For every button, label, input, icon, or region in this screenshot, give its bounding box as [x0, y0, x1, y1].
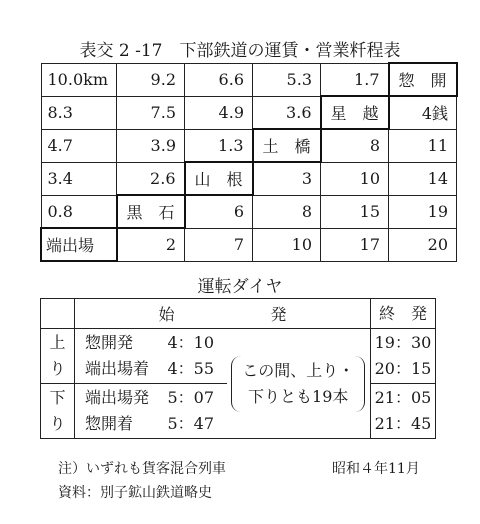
station-cell: 星 越 — [321, 96, 389, 129]
table-row — [41, 129, 457, 162]
frequency-note-cell — [227, 329, 371, 439]
station-cell: 惣 開 — [389, 63, 457, 96]
time-list — [167, 329, 227, 384]
fare-cell: 14 — [389, 162, 457, 195]
fare-cell: 19 — [389, 195, 457, 228]
fare-cell: 20 — [389, 228, 457, 261]
fare-cell: 4.9 — [185, 96, 253, 129]
table-row — [41, 329, 436, 384]
end-time-list — [371, 329, 436, 384]
fare-cell: 17 — [321, 228, 389, 261]
fare-cell: 7 — [185, 228, 253, 261]
direction-up — [41, 329, 75, 384]
table-row — [41, 299, 436, 329]
direction-down — [41, 384, 75, 439]
table-row — [41, 63, 457, 96]
header-end: 終 発 — [371, 299, 436, 329]
source-note: 資料：別子鉱山鉄道略史 — [58, 485, 212, 501]
footnote: 注）いずれも貨客混合列車 — [58, 461, 226, 477]
fare-cell: 11 — [389, 129, 457, 162]
table-row — [41, 162, 457, 195]
table-row — [41, 228, 457, 261]
fare-cell: 6 — [185, 195, 253, 228]
fare-cell: 9.2 — [117, 63, 185, 96]
table-row — [41, 96, 457, 129]
time-value: 19：30 — [374, 333, 432, 352]
time-value: 5：47 — [167, 414, 215, 433]
date-note: 昭和４年11月 — [332, 461, 420, 477]
note-line: 下りとも19本 — [248, 386, 349, 406]
header-start: 始 発 — [75, 299, 371, 329]
direction-label: 下り — [49, 388, 66, 433]
fare-cell: 3.4 — [41, 162, 117, 195]
fare-cell: 3 — [253, 162, 321, 195]
frequency-note — [231, 356, 365, 412]
fare-distance-table — [40, 62, 458, 262]
fare-cell: 7.5 — [117, 96, 185, 129]
table-row — [41, 195, 457, 228]
header-blank — [41, 299, 75, 329]
time-value: 4：55 — [167, 359, 215, 378]
station-name: 端出場着 — [85, 359, 150, 378]
fare-cell: 0.8 — [41, 195, 117, 228]
fare-cell: 8.3 — [41, 96, 117, 129]
time-list — [167, 384, 227, 439]
direction-label: 上り — [49, 333, 66, 378]
fare-cell: 4銭 — [389, 96, 457, 129]
fare-cell: 3.9 — [117, 129, 185, 162]
station-list — [75, 384, 167, 439]
time-value: 5：07 — [167, 388, 215, 407]
fare-cell: 10 — [321, 162, 389, 195]
fare-cell: 4.7 — [41, 129, 117, 162]
fare-cell: 1.7 — [321, 63, 389, 96]
fare-cell: 10.0km — [41, 63, 117, 96]
time-value: 4：10 — [167, 333, 215, 352]
fare-cell: 15 — [321, 195, 389, 228]
note-line: この間、上り・ — [242, 360, 355, 380]
fare-cell: 8 — [253, 195, 321, 228]
fare-cell: 2 — [117, 228, 185, 261]
station-name: 端出場発 — [85, 388, 150, 407]
end-time-list — [371, 384, 436, 439]
time-value: 21：45 — [374, 414, 432, 433]
fare-cell: 1.3 — [185, 129, 253, 162]
table-title: 表交 2 -17 下部鉄道の運賃・営業粁程表 — [79, 41, 401, 61]
fare-cell: 3.6 — [253, 96, 321, 129]
station-cell: 黒 石 — [117, 195, 185, 228]
fare-cell: 5.3 — [253, 63, 321, 96]
fare-cell: 10 — [253, 228, 321, 261]
station-cell: 山 根 — [185, 162, 253, 195]
timetable — [40, 298, 436, 439]
fare-cell: 6.6 — [185, 63, 253, 96]
station-name: 惣開発 — [85, 333, 134, 352]
station-cell: 端出場 — [41, 228, 117, 261]
timetable-title: 運転ダイヤ — [197, 277, 283, 297]
station-cell: 土 橋 — [253, 129, 321, 162]
fare-cell: 8 — [321, 129, 389, 162]
station-list — [75, 329, 167, 384]
station-name: 惣開着 — [85, 414, 134, 433]
time-value: 20：15 — [374, 359, 432, 378]
fare-cell: 2.6 — [117, 162, 185, 195]
time-value: 21：05 — [374, 388, 432, 407]
